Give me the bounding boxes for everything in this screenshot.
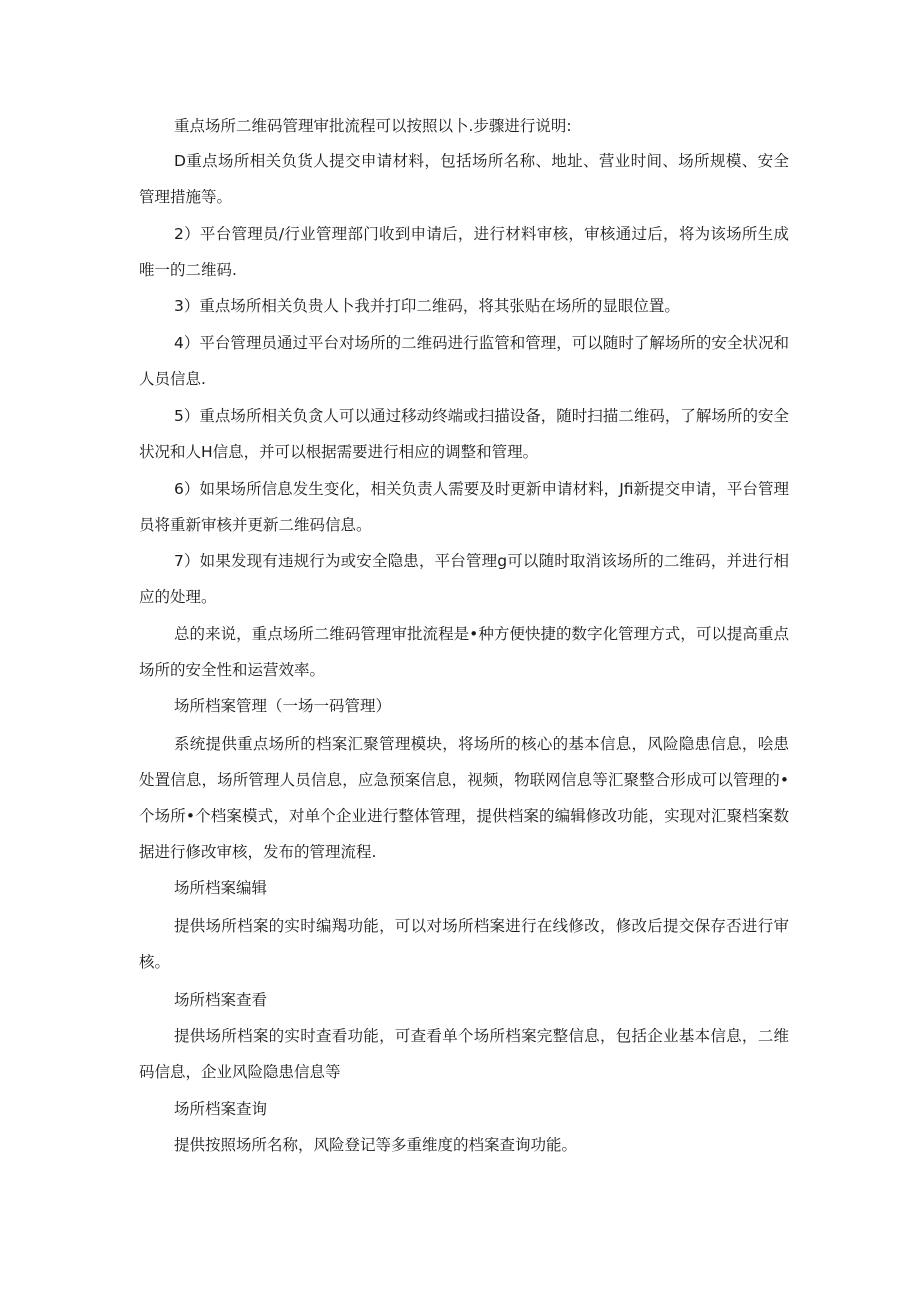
paragraph-step-1: D重点场所相关负货人提交申请材料，包括场所名称、地址、营业时间、场所规模、安全管理措施等。: [139, 152, 789, 206]
heading-archive-view: 场所档案查看: [174, 991, 268, 1009]
paragraph-archive-query: 提供按照场所名称，风险登记等多重维度的档案查询功能。: [174, 1136, 578, 1154]
heading-archive-management: 场所档案管理（一场一码管理）: [174, 697, 392, 715]
paragraph-archive-edit: 提供场所档案的实时编羯功能，可以对场所档案进行在线修改，修改后提交保存否进行审核。: [139, 917, 789, 971]
paragraph-archive-description: 系统提供重点场所的档案汇聚管理模块，将场所的核心的基本信息，风险隐患信息，哙患处置信息，场所管理人员信息，应急预案信息，视频，物联网信息等汇聚整合形成可以管理的•个场所•个档案模式，对单个企业进行整体管理，提供档案的编辑修改功能，实现对汇聚档案数据进行修改审核，发布的管理流程.: [139, 735, 789, 861]
paragraph-step-6: 6）如果场所信息发生变化，相关负责人需要及时更新申请材料，Jfi新提交申请，平台管理员将重新审核并更新二维码信息。: [139, 480, 789, 534]
paragraph-step-2: 2）平台管理员/行业管理部门收到申请后，进行材料审核，审核通过后，将为该场所生成唯一的二维码.: [139, 225, 789, 279]
paragraph-step-3: 3）重点场所相关负贵人卜我并打印二维码，将其张贴在场所的显眼位置。: [174, 297, 680, 315]
paragraph-step-7: 7）如果发现有违规行为或安全隐患，平台管理g可以随时取消该场所的二维码，并进行相应的处理。: [139, 552, 789, 606]
heading-archive-query: 场所档案查询: [174, 1100, 268, 1118]
heading-archive-edit: 场所档案编辑: [174, 879, 268, 897]
paragraph-archive-view: 提供场所档案的实时查看功能，可查看单个场所档案完整信息，包括企业基本信息，二维码信息，企业风险隐患信息等: [139, 1027, 789, 1081]
paragraph-step-4: 4）平台管理员通过平台对场所的二维码进行监管和管理，可以随时了解场所的安全状况和人员信息.: [139, 334, 789, 388]
paragraph-intro: 重点场所二维码管理审批流程可以按照以卜.步骤进行说明:: [174, 117, 572, 135]
paragraph-summary: 总的来说，重点场所二维码管理审批流程是•种方便快捷的数字化管理方式，可以提高重点场所的安全性和运营效率。: [139, 625, 789, 679]
paragraph-step-5: 5）重点场所相关负贪人可以通过移动终端或扫描设备，随时扫描二维码，了解场所的安全状况和人H信息，并可以根据需要进行相应的调整和管理。: [139, 407, 789, 461]
